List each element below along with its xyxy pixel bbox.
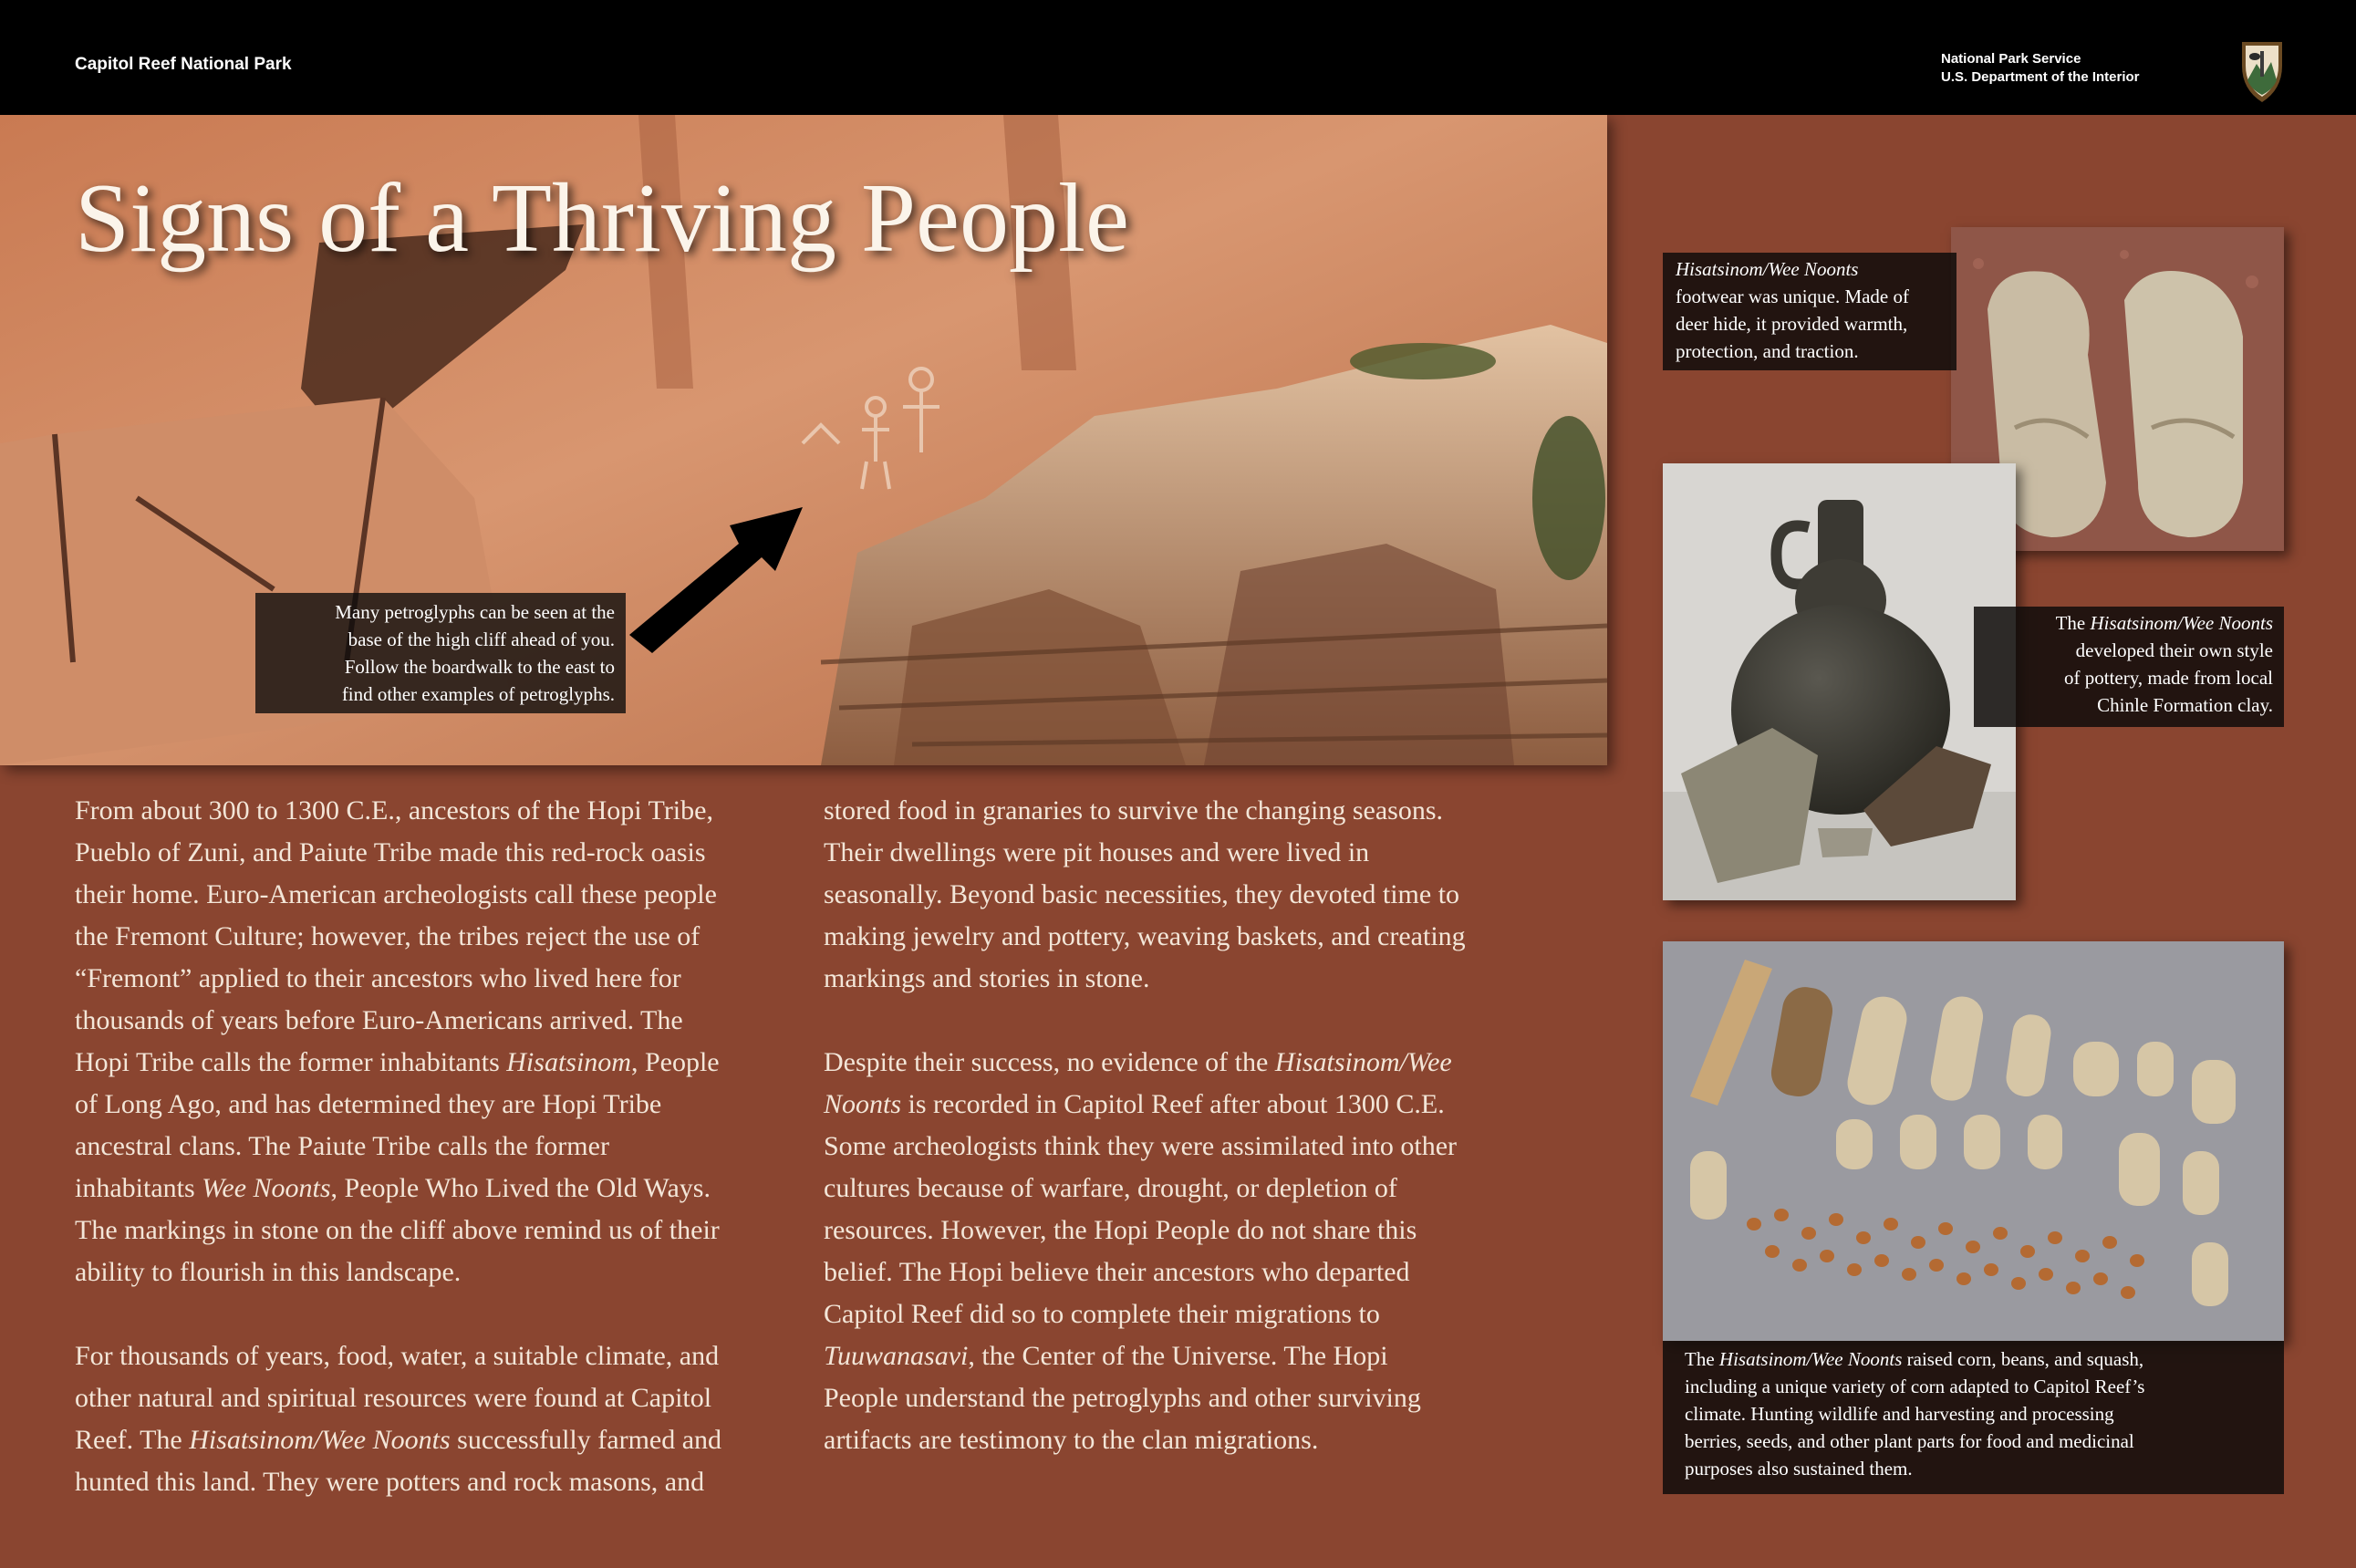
caption-line: protection, and traction. [1676, 340, 1859, 362]
caption-line: including a unique variety of corn adapted to Capitol Reef’s [1685, 1376, 2145, 1397]
caption-line: deer hide, it provided warmth, [1676, 313, 1908, 335]
text-line: markings and stories in stone. [824, 963, 1150, 993]
text-line: Despite their success, no evidence of the Hisatsinom/Wee [824, 1047, 1452, 1077]
header-bar [0, 0, 2356, 115]
caption-line: The Hisatsinom/Wee Noonts raised corn, beans, and squash, [1685, 1348, 2144, 1370]
agency-line-2: U.S. Department of the Interior [1941, 69, 2140, 85]
page-title: Signs of a Thriving People [75, 164, 1129, 273]
food-remains-photo [1663, 941, 2284, 1341]
text-line: thousands of years before Euro-Americans arrived. The [75, 1005, 683, 1035]
caption-line: base of the high cliff ahead of you. [348, 628, 615, 650]
text-line: hunted this land. They were potters and rock masons, and [75, 1467, 705, 1497]
text-line: Their dwellings were pit houses and were lived in [824, 837, 1370, 867]
petroglyph-caption [255, 593, 626, 713]
park-name: Capitol Reef National Park [75, 55, 292, 74]
text-line: inhabitants Wee Noonts, People Who Lived the Old Ways. [75, 1173, 711, 1203]
text-line: The markings in stone on the cliff above remind us of their [75, 1215, 720, 1245]
text-line: Reef. The Hisatsinom/Wee Noonts successfully farmed and [75, 1425, 722, 1455]
text-line: ability to flourish in this landscape. [75, 1257, 462, 1287]
body-column-2 [824, 790, 1466, 1461]
text-line: “Fremont” applied to their ancestors who lived here for [75, 963, 681, 993]
text-line: For thousands of years, food, water, a suitable climate, and [75, 1341, 720, 1371]
text-line: People understand the petroglyphs and other surviving [824, 1383, 1421, 1413]
caption-line: Many petroglyphs can be seen at the [335, 601, 615, 623]
food-caption [1663, 1341, 2284, 1494]
text-line: Capitol Reef did so to complete their migrations to [824, 1299, 1380, 1329]
text-line: Hopi Tribe calls the former inhabitants Hisatsinom, People [75, 1047, 720, 1077]
caption-line: berries, seeds, and other plant parts for food and medicinal [1685, 1430, 2134, 1452]
text-line: resources. However, the Hopi People do not share this [824, 1215, 1417, 1245]
caption-line: footwear was unique. Made of [1676, 286, 1909, 307]
text-line: stored food in granaries to survive the changing seasons. [824, 795, 1443, 826]
caption-line: Follow the boardwalk to the east to [344, 656, 615, 678]
text-line: of Long Ago, and has determined they are Hopi Tribe [75, 1089, 662, 1119]
text-line: cultures because of warfare, drought, or depletion of [824, 1173, 1397, 1203]
text-line: their home. Euro-American archeologists call these people [75, 879, 717, 909]
text-line: the Fremont Culture; however, the tribes reject the use of [75, 921, 701, 951]
text-line: other natural and spiritual resources were found at Capitol [75, 1383, 712, 1413]
text-line: From about 300 to 1300 C.E., ancestors of the Hopi Tribe, [75, 795, 713, 826]
text-line: Noonts is recorded in Capitol Reef after about 1300 C.E. [824, 1089, 1445, 1119]
nps-arrowhead-icon [2237, 35, 2288, 104]
text-line: Pueblo of Zuni, and Paiute Tribe made this red-rock oasis [75, 837, 706, 867]
caption-line: purposes also sustained them. [1685, 1458, 1913, 1480]
agency-block [1941, 50, 2140, 87]
caption-line: of pottery, made from local [2064, 667, 2273, 689]
caption-line: find other examples of petroglyphs. [341, 683, 615, 705]
text-line: belief. The Hopi believe their ancestors who departed [824, 1257, 1410, 1287]
body-column-1 [75, 790, 721, 1503]
text-line: Some archeologists think they were assimilated into other [824, 1131, 1458, 1161]
text-line: making jewelry and pottery, weaving baskets, and creating [824, 921, 1466, 951]
footwear-caption [1663, 253, 1956, 370]
text-line: Tuuwanasavi, the Center of the Universe. The Hopi [824, 1341, 1388, 1371]
caption-line: Hisatsinom/Wee Noonts [1676, 258, 1859, 280]
caption-line: developed their own style [2075, 639, 2273, 661]
caption-line: The Hisatsinom/Wee Noonts [2055, 612, 2273, 634]
caption-line: Chinle Formation clay. [2097, 694, 2273, 716]
caption-line: climate. Hunting wildlife and harvesting and processing [1685, 1403, 2114, 1425]
pottery-photo [1663, 463, 2016, 900]
text-line: ancestral clans. The Paiute Tribe calls the former [75, 1131, 609, 1161]
agency-line-1: National Park Service [1941, 51, 2081, 67]
text-line: artifacts are testimony to the clan migrations. [824, 1425, 1319, 1455]
text-line: seasonally. Beyond basic necessities, they devoted time to [824, 879, 1460, 909]
pottery-caption [1974, 607, 2284, 727]
